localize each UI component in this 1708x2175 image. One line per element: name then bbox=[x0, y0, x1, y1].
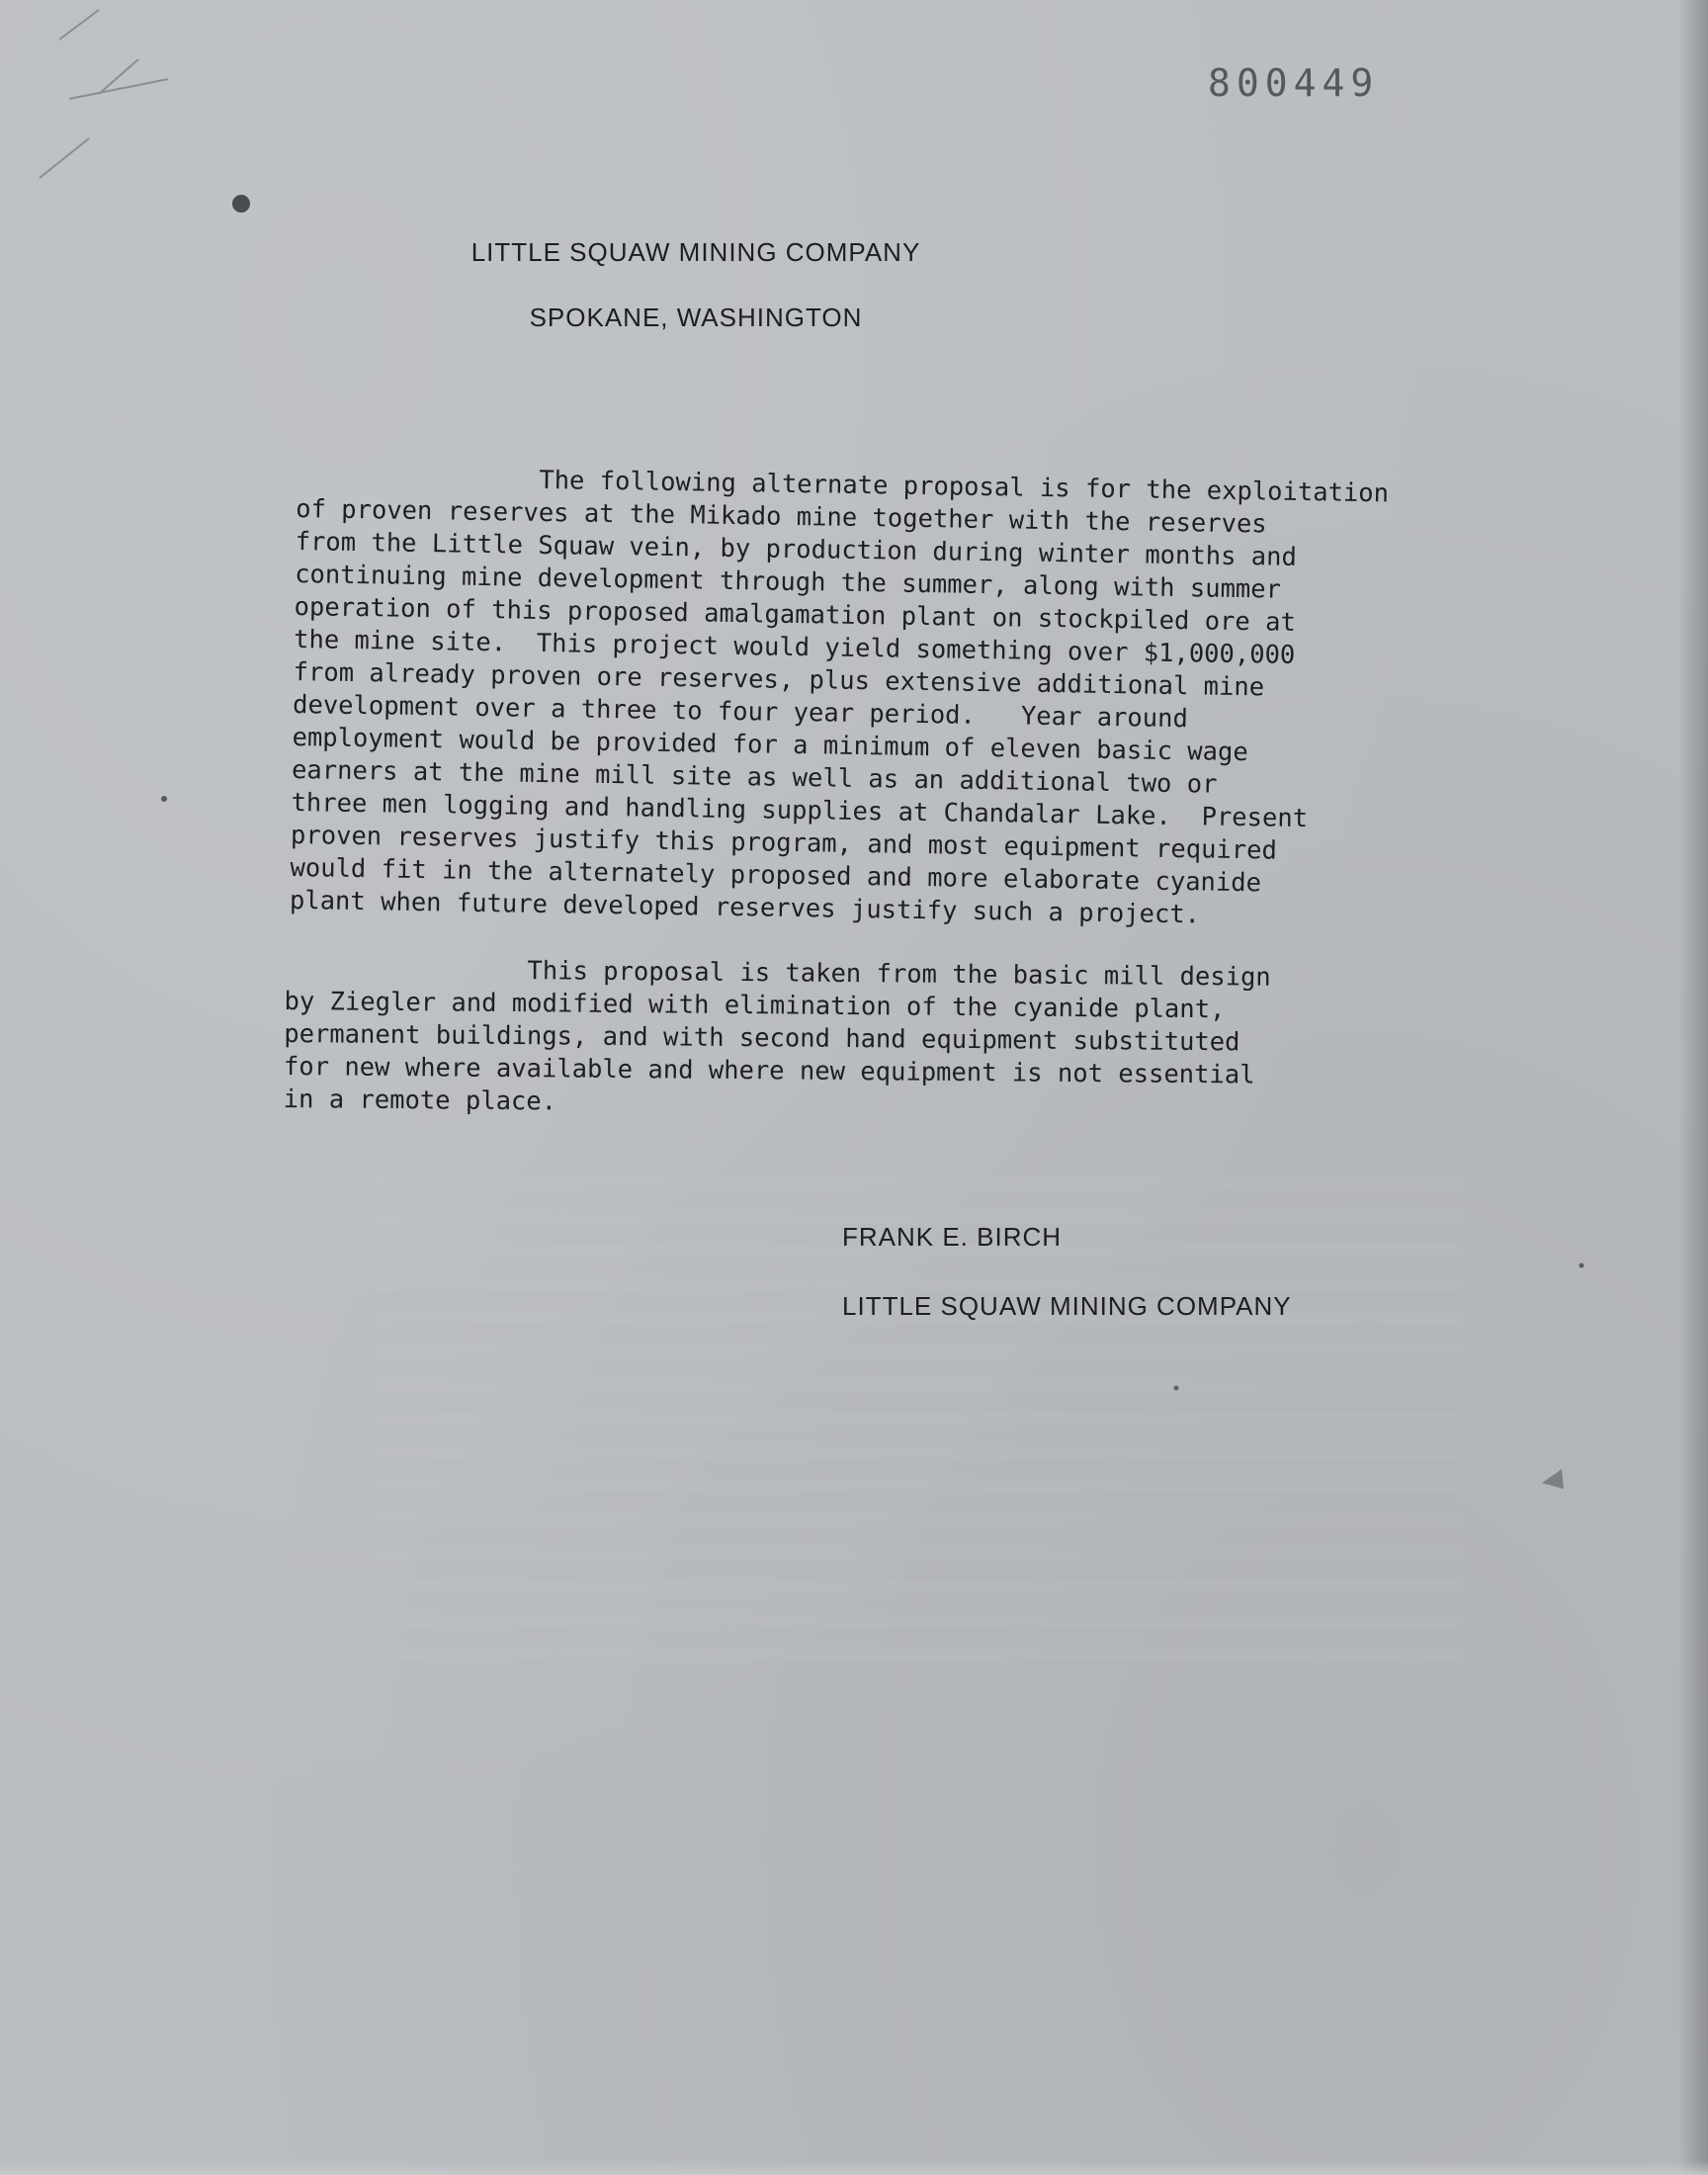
proposal-paragraph-2: This proposal is taken from the basic mill design by Ziegler and modified with elimination of the cyanide plant, permanent buildings, and with second hand equipment substituted for new where available and where new equipment is not essential in a remote place. bbox=[283, 953, 1271, 1117]
proposal-paragraph-1: The following alternate proposal is for the exploitation of proven reserves at the Mikado mine together with the reserves from the Little Squaw vein, by production during winter months and continuing mine development through the summer, along with summer operation of this proposed amalgamation plant on stockpiled ore at the mine site. This project would yield something over $1,000,000 from already proven ore reserves, plus extensive additional mine development over a three to four year period. Year around employment would be provided for a minimum of eleven basic wage earners at the mine mill site as well as an additional two or three men logging and handling supplies at Chandalar Lake. Present proven reserves justify this program, and most equipment required would fit in the alternately proposed and more elaborate cyanide plant when future developed reserves justify such a project. bbox=[289, 461, 1390, 930]
company-location: SPOKANE, WASHINGTON bbox=[529, 303, 863, 332]
ink-speck-2 bbox=[1580, 1263, 1584, 1268]
signature-name: FRANK E. BIRCH bbox=[842, 1222, 1063, 1252]
page-bottom-edge bbox=[0, 2161, 1708, 2175]
document-number-stamp: 800449 bbox=[1208, 61, 1380, 105]
company-title: LITTLE SQUAW MINING COMPANY bbox=[470, 237, 921, 267]
page-edge-shadow bbox=[1678, 0, 1708, 2175]
scratch-marks bbox=[40, 10, 168, 178]
signature-company: LITTLE SQUAW MINING COMPANY bbox=[842, 1291, 1292, 1321]
ink-blot bbox=[232, 195, 250, 213]
ink-speck bbox=[161, 796, 167, 802]
corner-mark bbox=[1542, 1469, 1564, 1489]
